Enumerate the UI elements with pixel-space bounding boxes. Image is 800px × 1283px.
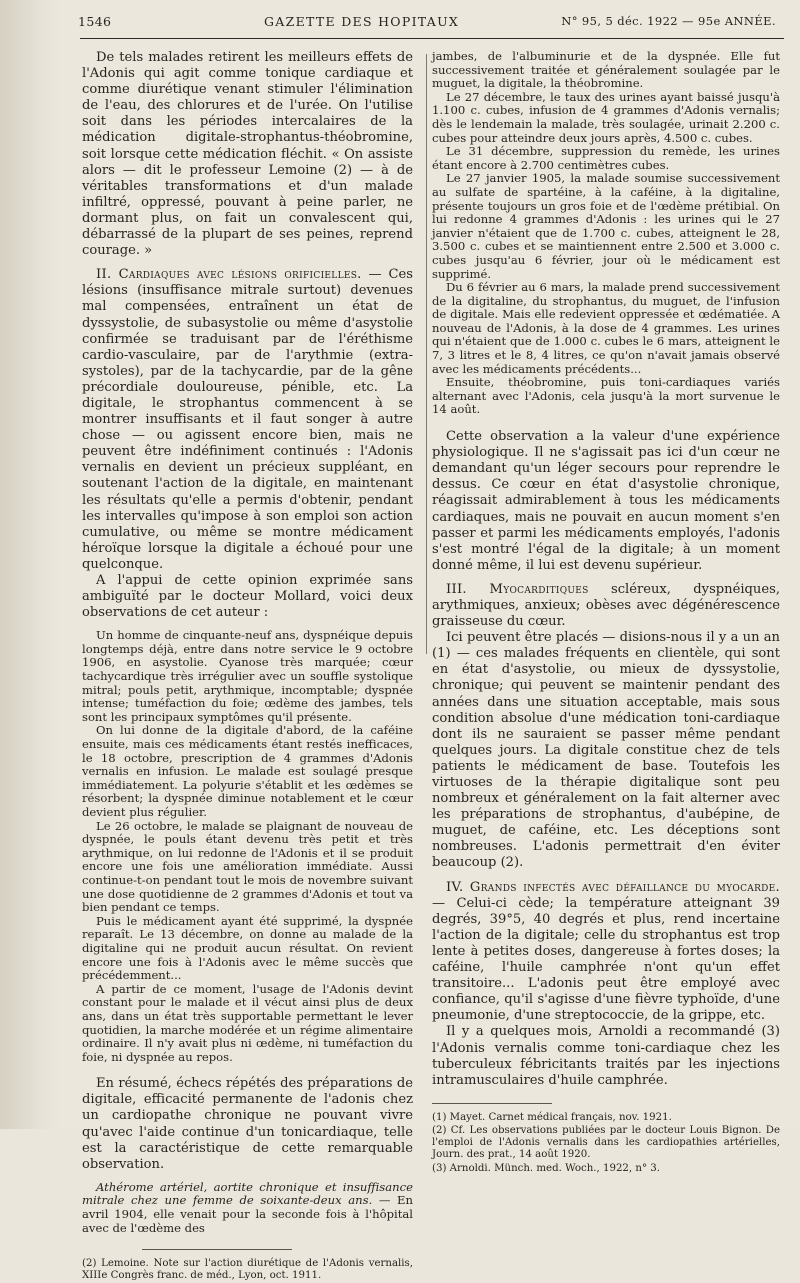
observation-text: Du 6 février au 6 mars, la malade prend successivement de la digitaline, du strophantus, du muguet, de l'infusion de digitale. Mais elle redevient oppressée et œdématiée. A nouveau de l'Adonis, à la dose de 4 grammes. Les urines qui n'étaient que de 1.000 c. cubes le 6 mars, atteignent le 7, 3 litres et le 8, 4 litres, ce qu'on n'avait jamais observé avec les médicaments précédents... <box>432 280 780 376</box>
observation-text: On lui donne de la digitale d'abord, de la caféine ensuite, mais ces médicaments étant restés inefficaces, le 18 octobre, prescription de 4 grammes d'Adonis vernalis en infusion. Le malade est soulagé presque immédiatement. La polyurie s'établit et les œdèmes se résorbent; la dyspnée diminue notablement et le cœur devient plus régulier. <box>82 723 413 819</box>
issue-info: N° 95, 5 déc. 1922 — 95e ANNÉE. <box>561 14 776 28</box>
section-heading: IV. Grands infectés avec défaillance du myocarde. <box>446 879 780 895</box>
observation-text: Le 26 octobre, le malade se plaignant de nouveau de dyspnée, le pouls étant devenu très petit et très arythmique, on lui redonne de l'Adonis et il se produit encore une fois une amélioration immédiate. Aussi continue-t-on pendant tout le mois de novembre suivant une dose quotidienne de 2 grammes d'Adonis et tout va bien pendant ce temps. <box>82 818 413 915</box>
section-ii <box>82 267 413 573</box>
section-text: — Ces lésions (insuffisance mitrale surtout) devenues mal compensées, entraînent un état de dyssystolie, de subasystolie ou même d'asystolie confirmée se traduisant par de l'éréthisme cardio-vasculaire, par de l'arythmie (extra-systoles), par de la tachycardie, par de la gêne précordiale douloureuse, pénible, etc. La digitale, le strophantus commencent à se montrer insuffisants et il faut songer à autre chose — ou agissent encore bien, mais ne peuvent être indéfiniment continués : l'Adonis vernalis en devient un précieux suppléant, en soutenant l'action de la digitale, en maintenant les résultats qu'elle a permis d'obtenir, pendant les intervalles qu'impose à son emploi son action cumulative, ou même se montre médicament héroïque lorsque la digitale a échoué pour une quelconque. <box>82 267 413 572</box>
left-column <box>82 50 413 1283</box>
section-text: — Celui-ci cède; la température atteignant 39 degrés, 39°5, 40 degrés et plus, rend incertaine l'action de la digitale; celle du strophantus est trop lente à petites doses, dangereuse à fortes doses; la caféine, l'huile camphrée n'ont qu'un effet transitoire... L'adonis peut être employé avec confiance, qu'il s'agisse d'une fièvre typhoïde, d'une pneumonie, d'une streptococcie, de la grippe, etc. <box>432 895 780 1024</box>
running-header <box>78 14 776 32</box>
observation-title: Athérome artériel, aortite chronique et insuffisance mitrale chez une femme de soixante-deux ans. <box>82 1179 413 1208</box>
section-iv <box>432 880 780 1025</box>
observation-text: Le 27 décembre, le taux des urines ayant baissé jusqu'à 1.100 c. cubes, infusion de 4 grammes d'Adonis vernalis; dès le lendemain la malade, très soulagée, urinait 2.200 c. cubes pour atteindre deux jours après, 4.500 c. cubes. <box>432 89 780 145</box>
observation-text: Le 27 janvier 1905, la malade soumise successivement au sulfate de spartéine, à la caféine, à la digitaline, présente toujours un gros foie et de l'œdème prétibial. On lui redonne 4 grammes d'Adonis : les urines qui le 27 janvier n'étaient que de 1.700 c. cubes, atteignent le 28, 3.500 c. cubes et se maintiennent entre 2.500 et 3.000 c. cubes jusqu'au 6 février, jour où le médicament est supprimé. <box>432 171 780 281</box>
paragraph: De tels malades retirent les meilleurs effets de l'Adonis qui agit comme tonique cardiaque et comme diurétique venant stimuler l'élimination de l'eau, des chlorures et de l'urée. On l'utilise soit dans les périodes intercalaires de la médication digitale-strophantus-théobromine, soit lorsque cette médication fléchit. « On assiste alors — dit le professeur Lemoine (2) — à de véritables transformations et d'un malade infiltré, oppressé, pouvant à peine parler, ne dormant plus, on fait un convalescent qui, débarrassé de la plupart de ses peines, reprend courage. » <box>82 50 413 259</box>
footnote: (1) Mayet. Carnet médical français, nov. 1921. <box>432 1111 672 1123</box>
observation-text: Puis le médicament ayant été supprimé, la dyspnée reparaît. Le 13 décembre, on donne au malade de la digitaline qui ne produit aucun résultat. On revient encore une fois à l'Adonis avec le même succès que précédemment... <box>82 913 413 983</box>
observation-text: — En avril 1904, elle venait pour la seconde fois à l'hôpital avec de l'œdème des <box>82 1193 413 1235</box>
paragraph: Ici peuvent être placés — disions-nous il y a un an (1) — ces malades fréquents en clientèle, qui sont en état d'asystolie, ou mieux de dyssystolie, chronique; qui peuvent se maintenir pendant des années dans une situation acceptable, mais sous condition absolue d'une médication toni-cardiaque dont ils ne sauraient se passer même pendant quelques jours. La digitale constitue chez de tels patients le médicament de base. Toutefois les virtuoses de la thérapie digitalique sont peu nombreux et généralement on la fait alterner avec les préparations de strophantus, d'aubépine, de muguet, de caféine, etc. Les déceptions sont nombreuses. L'adonis permettrait d'en éviter beaucoup (2). <box>432 630 780 871</box>
observation-text: Le 31 décembre, suppression du remède, les urines étant encore à 2.700 centimètres cubes. <box>432 144 780 172</box>
footnote-rule <box>432 1103 552 1104</box>
paragraph: A l'appui de cette opinion exprimée sans ambiguïté par le docteur Mollard, voici deux observations de cet auteur : <box>82 573 413 621</box>
paragraph: En résumé, échecs répétés des préparations de digitale, efficacité permanente de l'adonis chez un cardiopathe chronique ne pouvant vivre qu'avec l'aide continue d'un tonicardiaque, telle est la caractéristique de cette remarquable observation. <box>82 1076 413 1172</box>
observation-text: jambes, de l'albuminurie et de la dyspnée. Elle fut successivement traitée et généralement soulagée par le muguet, la digitale, la théobromine. <box>432 49 780 91</box>
right-column <box>432 50 780 1175</box>
paragraph: Cette observation a la valeur d'une expérience physiologique. Il ne s'agissait pas ici d'un cœur ne demandant qu'un léger secours pour reprendre le dessus. Ce cœur en état d'asystolie chronique, réagissait admirablement à tous les médicaments cardiaques, mais ne pouvait en aucun moment s'en passer et parmi les médicaments employés, l'adonis s'est montré l'égal de la digitale; à un moment donné même, il lui est devenu supérieur. <box>432 429 780 573</box>
section-text: scléreux, dyspnéiques, arythmiques, anxieux; obèses avec dégénérescence graisseuse du cœur. <box>432 581 780 630</box>
observation-intro <box>82 1181 413 1235</box>
paragraph: Il y a quelques mois, Arnoldi a recommandé (3) l'Adonis vernalis comme toni-cardiaque chez les tuberculeux fébricitants traités par les injections intramusculaires d'huile camphrée. <box>432 1024 780 1088</box>
page-number: 1546 <box>78 14 112 29</box>
observation-text: Ensuite, théobromine, puis toni-cardiaques variés alternant avec l'Adonis, cela jusqu'à la mort survenue le 14 août. <box>432 375 780 417</box>
footnote-rule <box>142 1249 292 1250</box>
header-rule <box>80 38 784 39</box>
section-heading: II. Cardiaques avec lésions orificielles. <box>96 267 362 283</box>
page-gutter-shadow <box>0 0 60 1129</box>
section-heading: III. Myocarditiques <box>446 581 589 597</box>
observation-text: A partir de ce moment, l'usage de l'Adonis devint constant pour le malade et il vécut ainsi plus de deux ans, dans un état très supportable permettant le lever quotidien, la marche modérée et un régime alimentaire ordinaire. Il n'y avait plus ni œdème, ni tuméfaction du foie, ni dyspnée au repos. <box>82 981 413 1064</box>
column-divider <box>426 54 427 654</box>
section-iii <box>432 582 780 630</box>
journal-title: GAZETTE DES HOPITAUX <box>264 14 460 29</box>
observation-text: Un homme de cinquante-neuf ans, dyspnéique depuis longtemps déjà, entre dans notre service le 9 octobre 1906, en asystolie. Cyanose très marquée; cœur tachycardique très irrégulier avec un souffle systolique mitral; pouls petit, arythmique, incomptable; dyspnée intense; tuméfaction du foie; œdème des jambes, tels sont les principaux symptômes qu'il présente. <box>82 628 413 724</box>
footnote: (2) Cf. Les observations publiées par le docteur Louis Bignon. De l'emploi de l'Adonis vernalis dans les cardiopathies artérielles, Journ. des prat., 14 août 1920. <box>432 1124 780 1161</box>
footnote: (3) Arnoldi. Münch. med. Woch., 1922, n° 3. <box>432 1162 660 1174</box>
footnote: (2) Lemoine. Note sur l'action diurétique de l'Adonis vernalis, XIIIe Congrès franc. de méd., Lyon, oct. 1911. <box>82 1258 413 1282</box>
